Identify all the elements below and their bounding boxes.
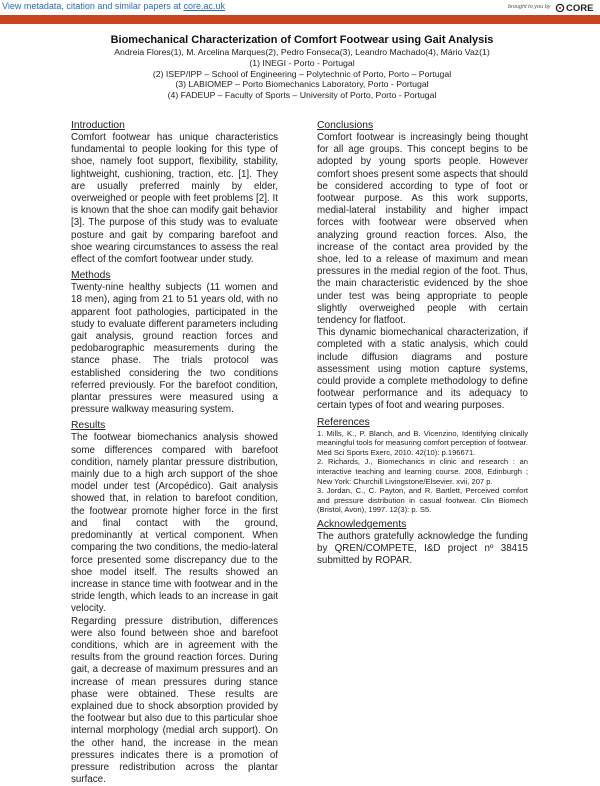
results-heading: Results (71, 420, 106, 432)
affiliation: (1) INEGI - Porto - Portugal (249, 57, 355, 68)
conclusions-heading: Conclusions (317, 120, 374, 131)
conclusions-text-2: This dynamic biomechanical characterization, if completed with a static analysis, which could include diffusion diagrams and posture assessment using motion capture systems, could provide a complete methodology to define footwear performance and its adequacy to certain types of foot and wearing purposes. (317, 327, 528, 412)
methods-text: Twenty-nine healthy subjects (11 women and 18 men), aging from 21 to 51 years old, with no apparent foot pathologies, participated in the study to evaluate different parameters including gait analysis, ground reaction forces and pedobarographic measurements during the stance phase. The trials protocol was established considering the two conditions referred previously. For the barefoot condition, plantar pressures were measured using a pressure walkway measuring system. (71, 282, 278, 416)
paper-header (40, 34, 564, 101)
acknowledgements-text: The authors gratefully acknowledge the funding by QREN/COMPETE, I&D project nº 38415 submitted by ROPAR. (317, 531, 528, 567)
results-text: The footwear biomechanics analysis showed some differences compared with barefoot condition, namely plantar pressure distribution, mainly due to a high arch support of the shoe model under test (Arcopédico). Gait analysis showed that, in relation to barefoot condition, the footwear promote higher force in the first and final contact with the ground, predominantly at vertical component. When comparing the two conditions, the medio-lateral force presented some discrepancy due to the shoe model itself. The results showed an increase in stance time with footwear and in the stride length, which leads to an increase in gait velocity. (71, 432, 278, 615)
references-heading: References (317, 416, 370, 428)
metadata-link[interactable] (2, 1, 225, 11)
introduction-heading: Introduction (71, 120, 125, 131)
acknowledgements-heading: Acknowledgements (317, 519, 407, 531)
reference-item: 2. Richards, J., Biomechanics in clinic and research : an interactive teaching and learning course. 2008, Edinburgh ; New York: Churchill Livingstone/Elsevier. xvii, 207 p. (317, 457, 528, 486)
provider-bar (0, 15, 600, 37)
provided-by-text: provided by Repositório Científico do Instituto Politécnico do Porto (420, 31, 596, 37)
affiliation: (2) ISEP/IPP – School of Engineering – Polytechnic of Porto, Porto – Portugal (152, 68, 452, 79)
metadata-text: View metadata, citation and similar papers at (2, 1, 184, 11)
methods-heading: Methods (71, 270, 111, 282)
right-column (317, 120, 528, 568)
core-logo-text: CORE (566, 3, 594, 13)
affiliation: (4) FADEUP – Faculty of Sports – University of Porto, Porto - Portugal (167, 90, 437, 101)
core-link[interactable]: core.ac.uk (183, 1, 225, 11)
reference-item: 3. Jordan, C., C. Payton, and R. Bartlett, Perceived comfort and pressure distribution in casual footwear. Clin Biomech (Bristol, Avon), 1997. 12(3): p. S5. (317, 486, 528, 515)
results-pressure-text: Regarding pressure distribution, differences were also found between shoe and barefoot conditions, which are in agreement with the results from the ground reaction forces. During gait, a decrease of maximum pressures and an increase of mean pressures during stance phase were obtained. These results are explained due to shock absorption provided by the footwear but also due to this particular shoe internal morphology (medial arch support). On the other hand, the increase in the mean pressures indicates there is a promotion of pressure redistribution across the plantar surface. (71, 615, 278, 786)
conclusions-text: Comfort footwear is increasingly being thought for all age groups. This concept begins to be adopted by young sports people. However comfort shoes present some aspects that should be considered according to type of foot or footwear purpose. As this work supports, medial-lateral instability and higher impact forces with footwear were observed when analyzing ground reaction forces. Also, the increase of the contact area provided by the shoe, led to a release of maximum and mean pressures in the medial region of the foot. Thus, the main characteristic evidenced by the shoe under test was being appropriate to people slightly overweighed people with certain tendency for flatfoot. (317, 132, 528, 327)
paper-title: Biomechanical Characterization of Comfort Footwear using Gait Analysis (110, 34, 494, 46)
authors: Andreia Flores(1), M. Arcelina Marques(2), Pedro Fonseca(3), Leandro Machado(4), Mário Vaz(1) (114, 47, 490, 57)
top-bar (0, 0, 600, 15)
left-column (71, 120, 278, 786)
affiliation: (3) LABIOMEP – Porto Biomechanics Laboratory, Porto - Portugal (175, 79, 429, 90)
core-logo[interactable] (555, 1, 599, 13)
brought-by-text: brought to you by (508, 4, 551, 10)
introduction-text: Comfort footwear has unique characteristics fundamental to people looking for this type of shoe, namely foot support, flexibility, stability, lightweight, cushioning, traction, etc. [1]. They are usually preferred mainly by elder, overweighed or people with feet problems [2]. It is known that the shoe can modify gait behavior [3]. The purpose of this study was to evaluate posture and gait by comparing barefoot and shoe wearing circumstances to assess the real effect of the comfort footwear under study. (71, 132, 278, 266)
reference-item: 1. Mills, K., P. Blanch, and B. Vicenzino, Identifying clinically meaningful tools for measuring comfort perception of footwear. Med Sci Sports Exerc, 2010. 42(10): p.196671. (317, 428, 528, 457)
